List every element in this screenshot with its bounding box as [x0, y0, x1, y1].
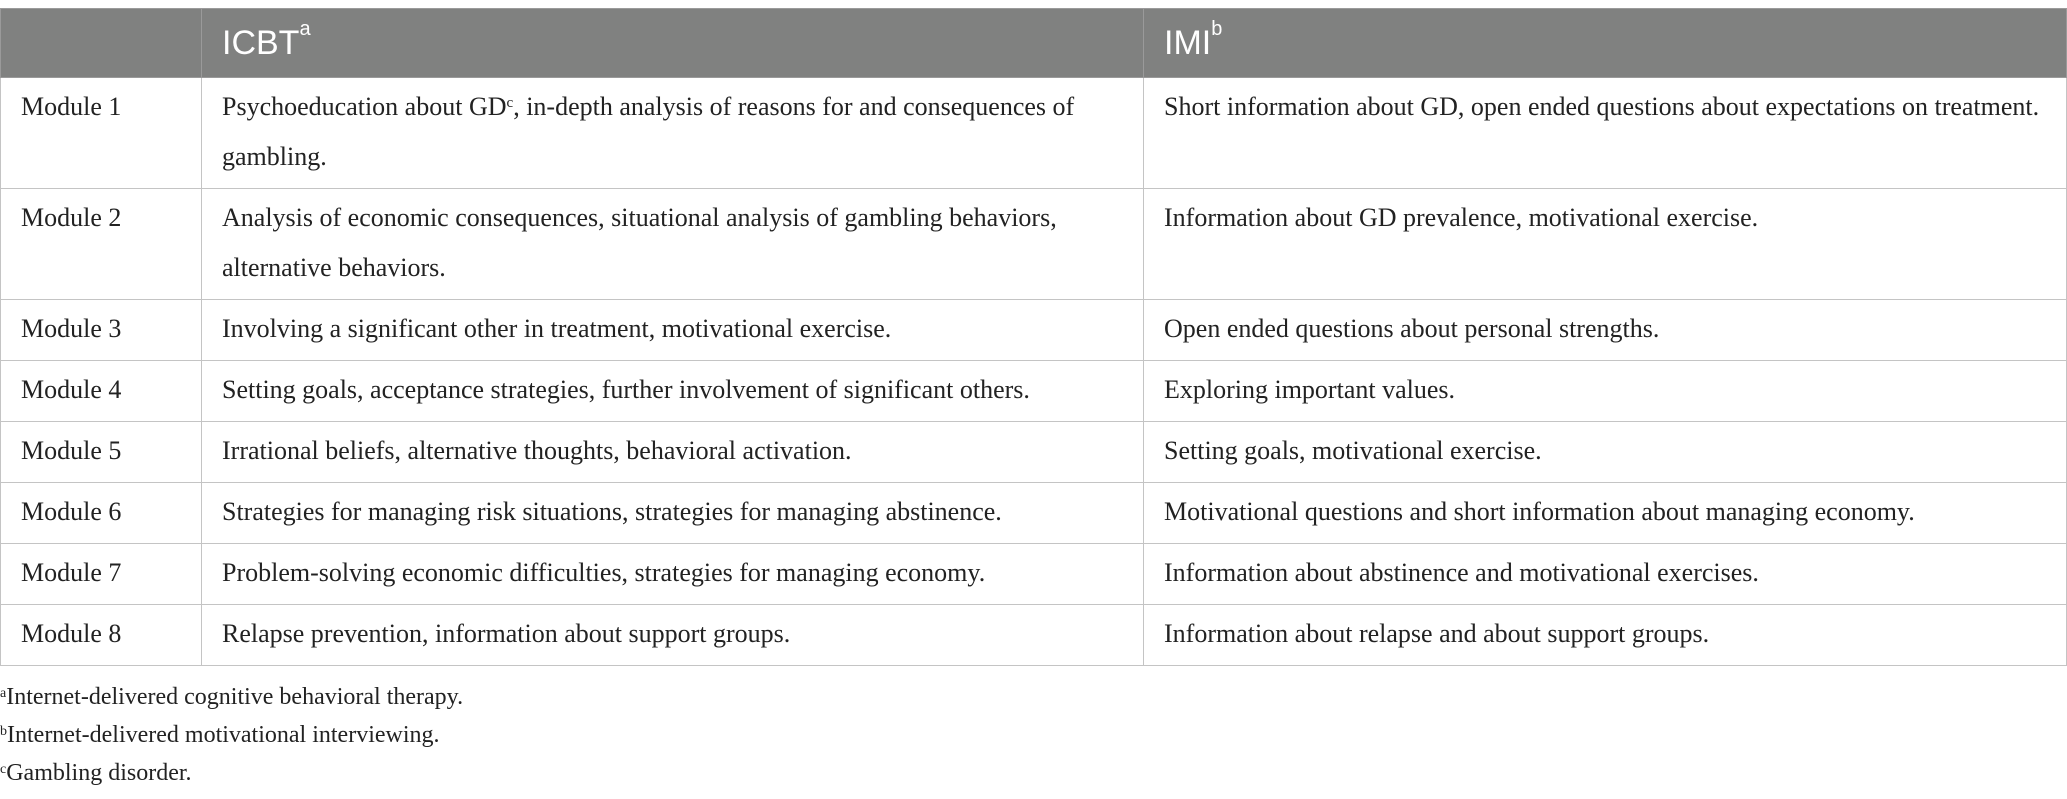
footnote-text: Gambling disorder. — [6, 760, 192, 786]
imi-cell: Open ended questions about personal strengths. — [1144, 300, 2067, 361]
table-row — [1, 605, 2067, 666]
table-row — [1, 189, 2067, 300]
module-cell: Module 7 — [1, 544, 202, 605]
table-row — [1, 361, 2067, 422]
module-cell: Module 6 — [1, 483, 202, 544]
footnote-mark: c — [0, 762, 7, 777]
table-row — [1, 78, 2067, 189]
imi-cell: Exploring important values. — [1144, 361, 2067, 422]
header-icbt-footnote-mark: a — [299, 17, 311, 40]
table-row — [1, 300, 2067, 361]
module-cell: Module 8 — [1, 605, 202, 666]
icbt-cell: Irrational beliefs, alternative thoughts, behavioral activation. — [202, 422, 1144, 483]
footnote-b — [0, 720, 440, 750]
footnote-text: Internet-delivered cognitive behavioral therapy. — [6, 684, 464, 710]
table-row — [1, 483, 2067, 544]
footnote-mark: b — [0, 724, 7, 739]
icbt-cell: Relapse prevention, information about support groups. — [202, 605, 1144, 666]
icbt-cell — [202, 78, 1144, 189]
header-imi-label: IMI — [1164, 23, 1212, 62]
module-cell: Module 3 — [1, 300, 202, 361]
header-imi-footnote-mark: b — [1211, 17, 1223, 40]
module-cell: Module 4 — [1, 361, 202, 422]
icbt-cell: Involving a significant other in treatment, motivational exercise. — [202, 300, 1144, 361]
footnote-c — [0, 758, 192, 788]
imi-cell: Information about abstinence and motivational exercises. — [1144, 544, 2067, 605]
imi-cell: Setting goals, motivational exercise. — [1144, 422, 2067, 483]
footnote-text: Internet-delivered motivational interviewing. — [7, 722, 440, 748]
header-icbt-label: ICBT — [222, 23, 300, 62]
header-icbt — [202, 9, 1144, 78]
icbt-cell: Analysis of economic consequences, situational analysis of gambling behaviors, alternative behaviors. — [202, 189, 1144, 300]
modules-table — [0, 8, 2067, 666]
footnote-mark: a — [0, 686, 7, 701]
imi-cell: Information about relapse and about support groups. — [1144, 605, 2067, 666]
footnote-a — [0, 682, 463, 712]
table-row — [1, 544, 2067, 605]
header-empty — [1, 9, 202, 78]
icbt-cell: Strategies for managing risk situations, strategies for managing abstinence. — [202, 483, 1144, 544]
icbt-footnote-mark: c — [506, 95, 514, 111]
header-row — [1, 9, 2067, 78]
icbt-text: Psychoeducation about GD — [222, 92, 507, 121]
table-row — [1, 422, 2067, 483]
module-cell: Module 5 — [1, 422, 202, 483]
icbt-cell: Setting goals, acceptance strategies, further involvement of significant others. — [202, 361, 1144, 422]
icbt-text-cont: , in-depth analysis of reasons for and consequences of gambling. — [222, 92, 1075, 171]
header-imi — [1144, 9, 2067, 78]
imi-cell: Short information about GD, open ended questions about expectations on treatment. — [1144, 78, 2067, 189]
imi-cell: Information about GD prevalence, motivational exercise. — [1144, 189, 2067, 300]
icbt-cell: Problem-solving economic difficulties, strategies for managing economy. — [202, 544, 1144, 605]
module-cell: Module 1 — [1, 78, 202, 189]
module-cell: Module 2 — [1, 189, 202, 300]
imi-cell: Motivational questions and short information about managing economy. — [1144, 483, 2067, 544]
